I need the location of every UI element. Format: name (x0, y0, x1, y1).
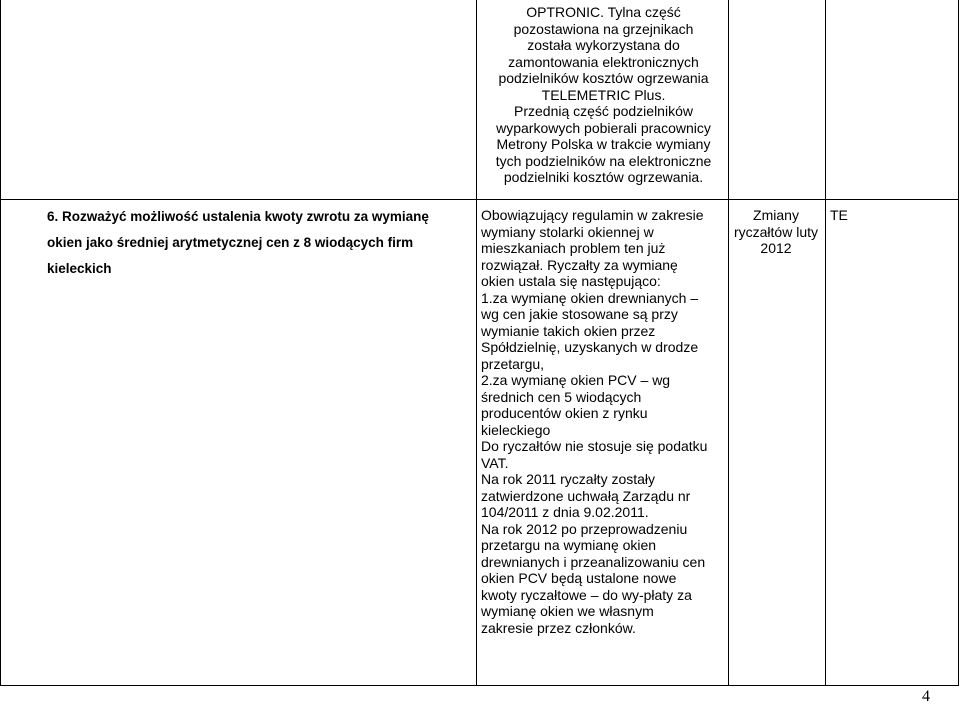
status-text: Zmiany ryczałtów luty 2012 (733, 207, 819, 256)
row-separator (0, 199, 959, 200)
prev-row-response-text: OPTRONIC. Tylna część pozostawiona na grzejnikach została wykorzystana do zamontowania elektronicznych podzielników kosztów ogrzewania TELEMETRIC Plus. Przednią część podzielników wyparkowych pobierali pracownicy Metrony Polska w trakcie wymiany tych podzielników na elektroniczne podzielniki kosztów ogrzewania. (495, 4, 712, 185)
table-divider-col1 (476, 0, 477, 686)
proposal-text: 6. Rozważyć możliwość ustalenia kwoty zwrotu za wymianę okien jako średniej arytmetycznej cen z 8 wiodących firm kieleckich (47, 209, 429, 276)
table-border-bottom (0, 685, 959, 686)
response-text: Obowiązujący regulamin w zakresie wymiany stolarki okiennej w mieszkaniach problem ten już rozwiązał. Ryczałty za wymianę okien ustala się następująco: 1.za wymianę okien drewnianych – wg cen jakie stosowane są przy wymianie takich okien przez Spółdzielnię, uzyskanych w drodze przetargu, 2.za wymianę okien PCV – wg średnich cen 5 wiodących producentów okien z rynku kieleckiego Do ryczałtów nie stosuje się podatku VAT. Na rok 2011 ryczałty zostały zatwierdzone uchwałą Zarządu nr 104/2011 z dnia 9.02.2011. Na rok 2012 po przeprowadzeniu przetargu na wymianę okien drewnianych i przeanalizowaniu cen okien PCV będą ustalone nowe kwoty ryczałtowe – do wy-płaty za wymianę okien we własnym zakresie przez członków. (481, 207, 708, 636)
table-border-left (0, 0, 1, 686)
table-divider-col3 (825, 0, 826, 686)
responsible-unit: TE (830, 207, 848, 223)
table-border-right (958, 0, 959, 686)
table-divider-col2 (728, 0, 729, 686)
page-number: 4 (922, 688, 930, 705)
